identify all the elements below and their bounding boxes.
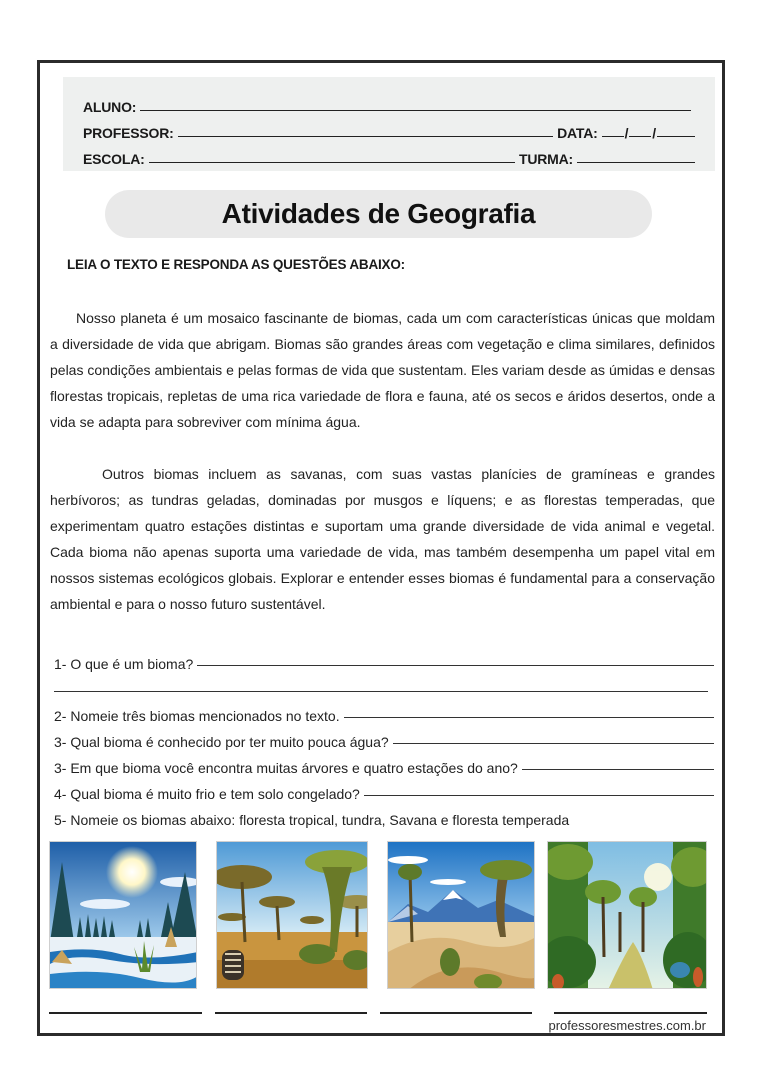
question-3a bbox=[54, 724, 714, 750]
date-month-field[interactable] bbox=[629, 135, 651, 137]
date-year-field[interactable] bbox=[657, 135, 695, 137]
question-text: 5- Nomeie os biomas abaixo: floresta tropical, tundra, Savana e floresta temperada bbox=[54, 812, 570, 828]
question-1 bbox=[54, 646, 714, 672]
question-2 bbox=[54, 698, 714, 724]
image-answer-line-1[interactable] bbox=[49, 1012, 202, 1014]
data-label: DATA: bbox=[557, 125, 598, 141]
date-separator: / bbox=[652, 125, 656, 141]
tundra-image bbox=[49, 841, 197, 989]
footer-website: professoresmestres.com.br bbox=[548, 1018, 706, 1033]
text-paragraph-1: Nosso planeta é um mosaico fascinante de biomas, cada um com características únicas que moldam a diversidade de vida que abrigam. Biomas são grandes áreas com vegetação e clima similares, definidos pelas condições ambientais e pelas formas de vida que sustentam. Eles variam desde as úmidas e densas florestas tropicais, repletas de uma rica variedade de flora e fauna, até os secos e áridos desertos, onde a vida se adapta para sobreviver com mínima água. bbox=[50, 310, 715, 430]
savanna-image bbox=[216, 841, 368, 989]
answer-line[interactable] bbox=[364, 794, 714, 796]
image-answer-line-4[interactable] bbox=[554, 1012, 707, 1014]
instruction-heading: LEIA O TEXTO E RESPONDA AS QUESTÕES ABAIXO: bbox=[67, 257, 405, 272]
questions-list bbox=[54, 646, 714, 828]
image-answer-line-3[interactable] bbox=[380, 1012, 532, 1014]
question-text: 4- Qual bioma é muito frio e tem solo congelado? bbox=[54, 786, 360, 802]
escola-row bbox=[83, 141, 695, 167]
answer-line[interactable] bbox=[393, 742, 714, 744]
answer-line[interactable] bbox=[522, 768, 714, 770]
professor-label: PROFESSOR: bbox=[83, 125, 174, 141]
answer-line[interactable] bbox=[197, 664, 714, 666]
date-separator: / bbox=[624, 125, 629, 141]
aluno-row bbox=[83, 89, 695, 115]
aluno-label: ALUNO: bbox=[83, 99, 137, 115]
text-paragraph-2: Outros biomas incluem as savanas, com suas vastas planícies de gramíneas e grandes herbívoros; as tundras geladas, dominadas por musgos e líquens; e as florestas temperadas, que experimentam quatro estações distintas e suportam uma grande diversidade de vida animal e vegetal. Cada bioma não apenas suporta uma variedade de vida, mas também desempenha um papel vital em nossos sistemas ecológicos globais. Explorar e entender esses biomas é fundamental para a conservação ambiental e para o nosso futuro sustentável. bbox=[50, 466, 715, 612]
question-1-continuation bbox=[54, 672, 714, 698]
answer-line[interactable] bbox=[54, 690, 708, 692]
question-text: 1- O que é um bioma? bbox=[54, 656, 194, 672]
question-text: 3- Qual bioma é conhecido por ter muito pouca água? bbox=[54, 734, 389, 750]
image-answer-line-2[interactable] bbox=[215, 1012, 367, 1014]
biome-images bbox=[49, 841, 709, 991]
professor-row bbox=[83, 115, 695, 141]
professor-field[interactable] bbox=[178, 135, 554, 137]
date-day-field[interactable] bbox=[602, 135, 624, 137]
turma-field[interactable] bbox=[577, 161, 695, 163]
question-text: 3- Em que bioma você encontra muitas árvores e quatro estações do ano? bbox=[54, 760, 518, 776]
aluno-field[interactable] bbox=[140, 109, 691, 111]
student-info-box bbox=[63, 77, 715, 171]
question-4 bbox=[54, 776, 714, 802]
turma-label: TURMA: bbox=[518, 151, 573, 167]
forest-image bbox=[547, 841, 707, 989]
desert-image bbox=[387, 841, 535, 989]
answer-line[interactable] bbox=[344, 716, 714, 718]
question-text: 2- Nomeie três biomas mencionados no texto. bbox=[54, 708, 340, 724]
title-banner bbox=[105, 190, 652, 238]
page-title: Atividades de Geografia bbox=[221, 198, 536, 229]
question-3b bbox=[54, 750, 714, 776]
question-5 bbox=[54, 802, 714, 828]
escola-label: ESCOLA: bbox=[83, 151, 145, 167]
escola-field[interactable] bbox=[149, 161, 515, 163]
